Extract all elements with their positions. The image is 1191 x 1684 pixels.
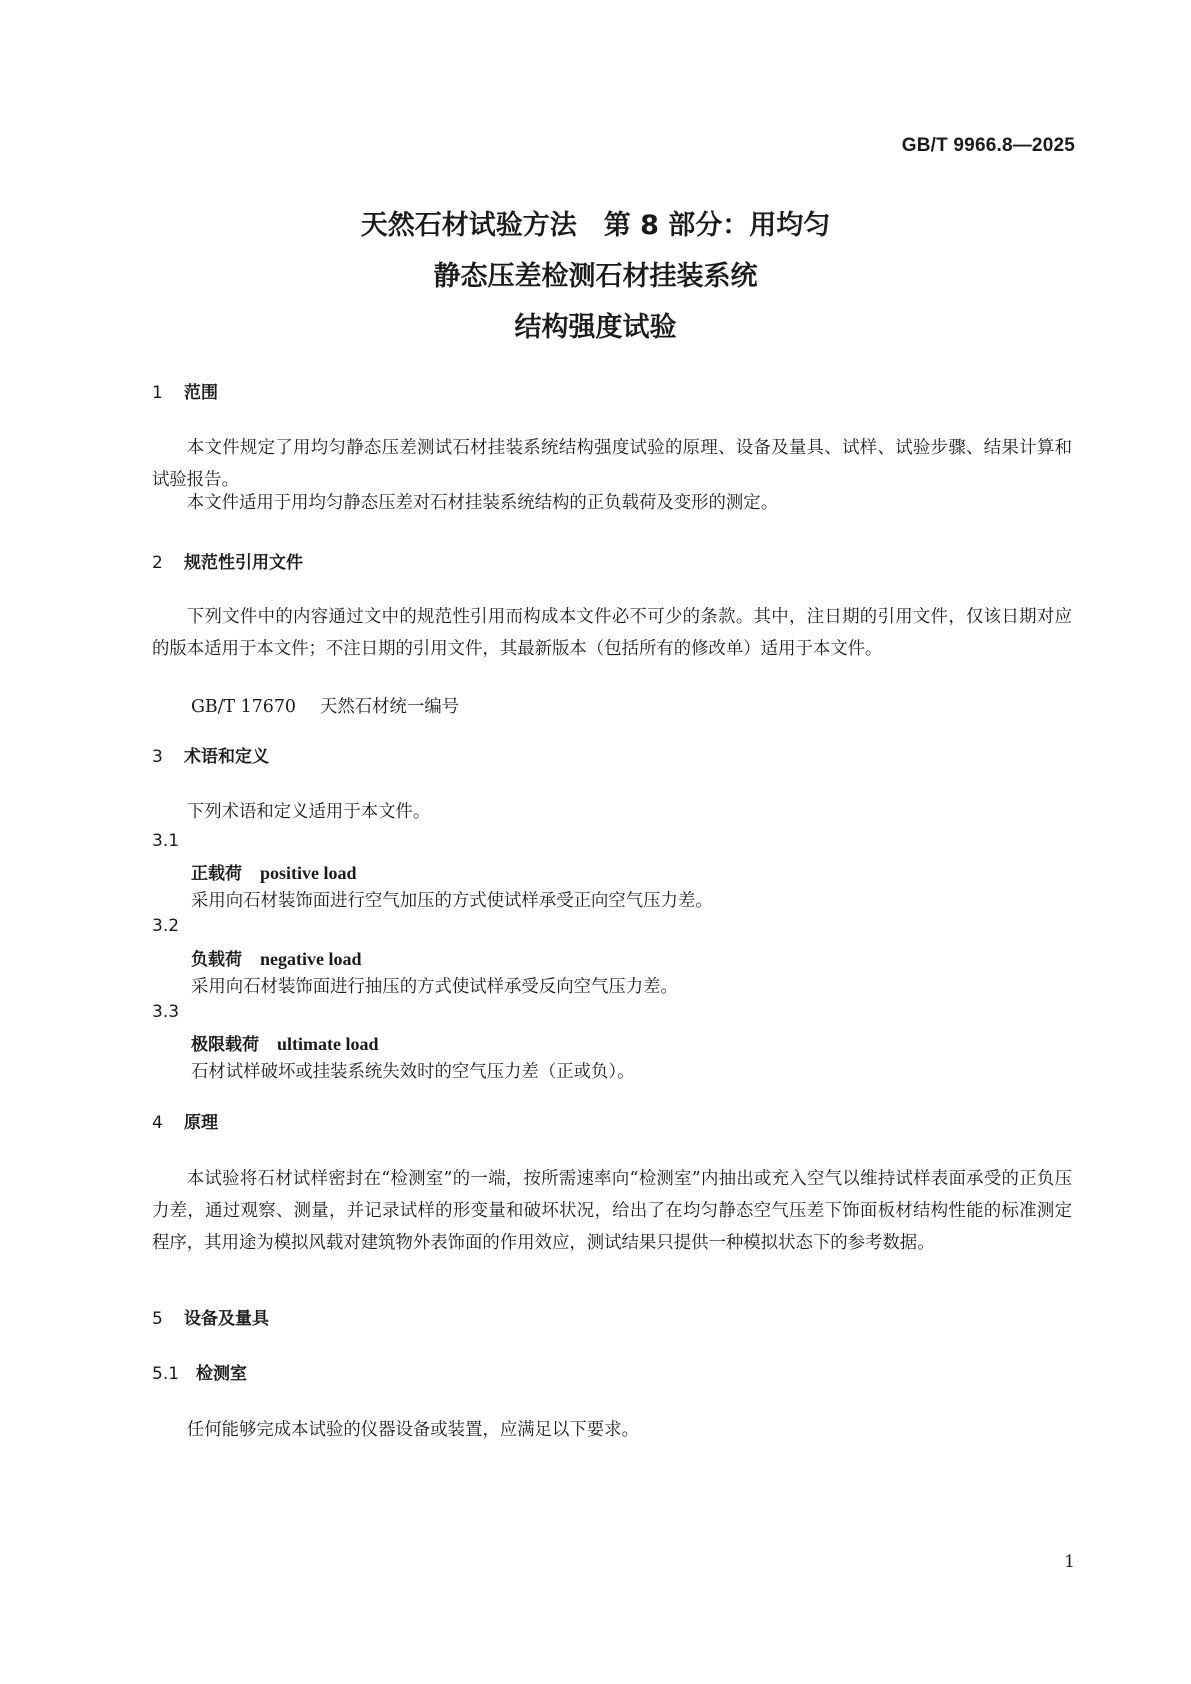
section-1-heading: [152, 378, 218, 403]
term-heading: [191, 945, 362, 970]
term-zh: 正载荷: [191, 864, 242, 884]
title-line-3: 结构强度试验: [514, 312, 677, 343]
term-number: 3.1: [152, 831, 180, 851]
term-zh: 极限载荷: [191, 1035, 259, 1055]
section-title: 原理: [184, 1113, 218, 1133]
term-number: 3.2: [152, 916, 180, 936]
term-definition: 石材试样破坏或挂装系统失效时的空气压力差（正或负）。: [191, 1062, 635, 1082]
term-definition: 采用向石材装饰面进行空气加压的方式使试样承受正向空气压力差。: [191, 891, 713, 911]
section-number: 3: [152, 747, 163, 767]
title-line-2: 静态压差检测石材挂装系统: [433, 261, 758, 292]
section-number: 1: [152, 383, 163, 403]
reference-title: 天然石材统一编号: [319, 697, 460, 717]
section-title: 规范性引用文件: [184, 553, 303, 573]
term-heading: [191, 1030, 379, 1055]
term-heading: [191, 859, 357, 884]
normative-reference: [191, 692, 459, 717]
section-1-paragraph-2: 本文件适用于用均匀静态压差对石材挂装系统结构的正负载荷及变形的测定。: [186, 493, 779, 513]
subsection-title: 检测室: [196, 1364, 247, 1384]
standard-number: GB/T 9966.8—2025: [901, 135, 1075, 156]
section-5-heading: [152, 1304, 269, 1329]
section-title: 范围: [184, 383, 218, 403]
term-zh: 负载荷: [191, 950, 242, 970]
section-3-intro: 下列术语和定义适用于本文件。: [186, 802, 431, 822]
section-3-heading: [152, 742, 269, 767]
section-number: 2: [152, 553, 163, 573]
section-2-paragraph-1: 下列文件中的内容通过文中的规范性引用而构成本文件必不可少的条款。其中，注日期的引用文件，仅该日期对应的版本适用于本文件；不注日期的引用文件，其最新版本（包括所有的修改单）适用于本文件。: [152, 607, 1072, 659]
section-number: 5: [152, 1309, 163, 1329]
document-title: [0, 200, 1191, 353]
section-title: 术语和定义: [184, 747, 269, 767]
section-1-paragraph-1: 本文件规定了用均匀静态压差测试石材挂装系统结构强度试验的原理、设备及量具、试样、试验步骤、结果计算和试验报告。: [152, 438, 1072, 490]
section-4-paragraph-1: 本试验将石材试样密封在“检测室”的一端，按所需速率向“检测室”内抽出或充入空气以维持试样表面承受的正负压力差，通过观察、测量，并记录试样的形变量和破坏状况，给出了在均匀静态空气压差下饰面板材结构性能的标准测定程序，其用途为模拟风载对建筑物外表饰面的作用效应，测试结果只提供一种模拟状态下的参考数据。: [152, 1169, 1072, 1253]
term-definition: 采用向石材装饰面进行抽压的方式使试样承受反向空气压力差。: [191, 977, 678, 997]
term-number: 3.3: [152, 1002, 180, 1022]
subsection-5-1-heading: [152, 1359, 247, 1384]
term-en: positive load: [260, 863, 357, 883]
section-2-heading: [152, 548, 303, 573]
subsection-5-1-paragraph-1: 任何能够完成本试验的仪器设备或装置，应满足以下要求。: [186, 1420, 639, 1440]
subsection-number: 5.1: [152, 1364, 180, 1384]
page-number: 1: [1064, 1552, 1075, 1572]
section-title: 设备及量具: [184, 1309, 269, 1329]
term-en: ultimate load: [277, 1034, 379, 1054]
term-en: negative load: [260, 949, 362, 969]
reference-code: GB/T 17670: [191, 697, 296, 717]
title-line-1: 天然石材试验方法 第 8 部分：用均匀: [360, 210, 831, 241]
section-number: 4: [152, 1113, 163, 1133]
section-4-heading: [152, 1108, 218, 1133]
